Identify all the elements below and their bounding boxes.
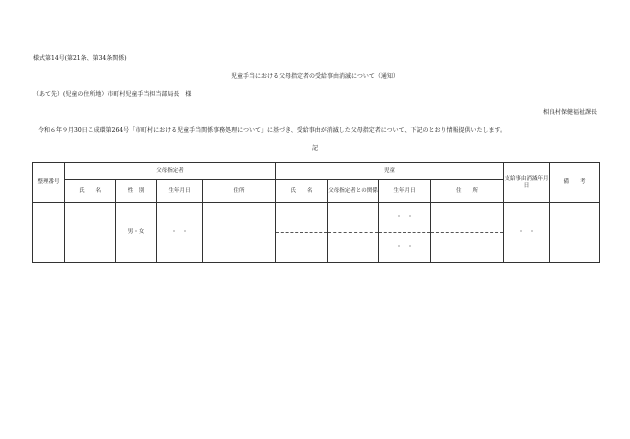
info-table: [32, 162, 600, 263]
header-parent-group: 父母指定者: [65, 163, 276, 180]
cell-stop-date[interactable]: ・ ・: [504, 203, 550, 263]
form-number: 様式第14号(第21条、第34条関係): [33, 55, 127, 62]
cell-child-address-2[interactable]: [431, 233, 504, 263]
cell-parent-address[interactable]: [203, 203, 276, 263]
header-parent-sex: 性 別: [116, 180, 157, 203]
cell-child-address-1[interactable]: [431, 203, 504, 233]
cell-remarks[interactable]: [550, 203, 600, 263]
ki-marker: 記: [311, 145, 318, 152]
cell-child-birth-2[interactable]: ・ ・: [379, 233, 431, 263]
header-stop-date: 支給事由消滅年月日: [504, 163, 550, 203]
cell-child-name-2[interactable]: [276, 233, 328, 263]
cell-parent-sex[interactable]: 男・女: [116, 203, 157, 263]
header-child-group: 児童: [276, 163, 504, 180]
cell-seiri[interactable]: [33, 203, 65, 263]
cell-child-birth-1[interactable]: ・ ・: [379, 203, 431, 233]
header-parent-birth: 生年月日: [157, 180, 203, 203]
cell-child-relation-1[interactable]: [328, 203, 379, 233]
header-parent-name: 氏 名: [65, 180, 116, 203]
cell-child-name-1[interactable]: [276, 203, 328, 233]
addressee: （あて先）(児童の住所地）市町村児童手当担当部局長 様: [33, 91, 192, 98]
header-child-address: 住 所: [431, 180, 504, 203]
header-remarks: 備 考: [550, 163, 600, 203]
header-seiri-bango: 整理番号: [33, 163, 65, 203]
sender: 相良村保健福祉課長: [542, 109, 597, 116]
cell-parent-birth[interactable]: ・ ・: [157, 203, 203, 263]
document-title: 児童手当における父母指定者の受給事由消滅について（通知）: [231, 73, 399, 80]
cell-parent-name[interactable]: [65, 203, 116, 263]
header-child-name: 氏 名: [276, 180, 328, 203]
header-child-birth: 生年月日: [379, 180, 431, 203]
header-parent-address: 住所: [203, 180, 276, 203]
header-child-relation: 父母指定者との関係: [328, 180, 379, 203]
body-text: 令和６年９月30日こ成環第264号「市町村における児童手当関係事務処理について」に基づき、受給事由が消滅した父母指定者について、下記のとおり情報提供いたします。: [38, 127, 507, 134]
cell-child-relation-2[interactable]: [328, 233, 379, 263]
